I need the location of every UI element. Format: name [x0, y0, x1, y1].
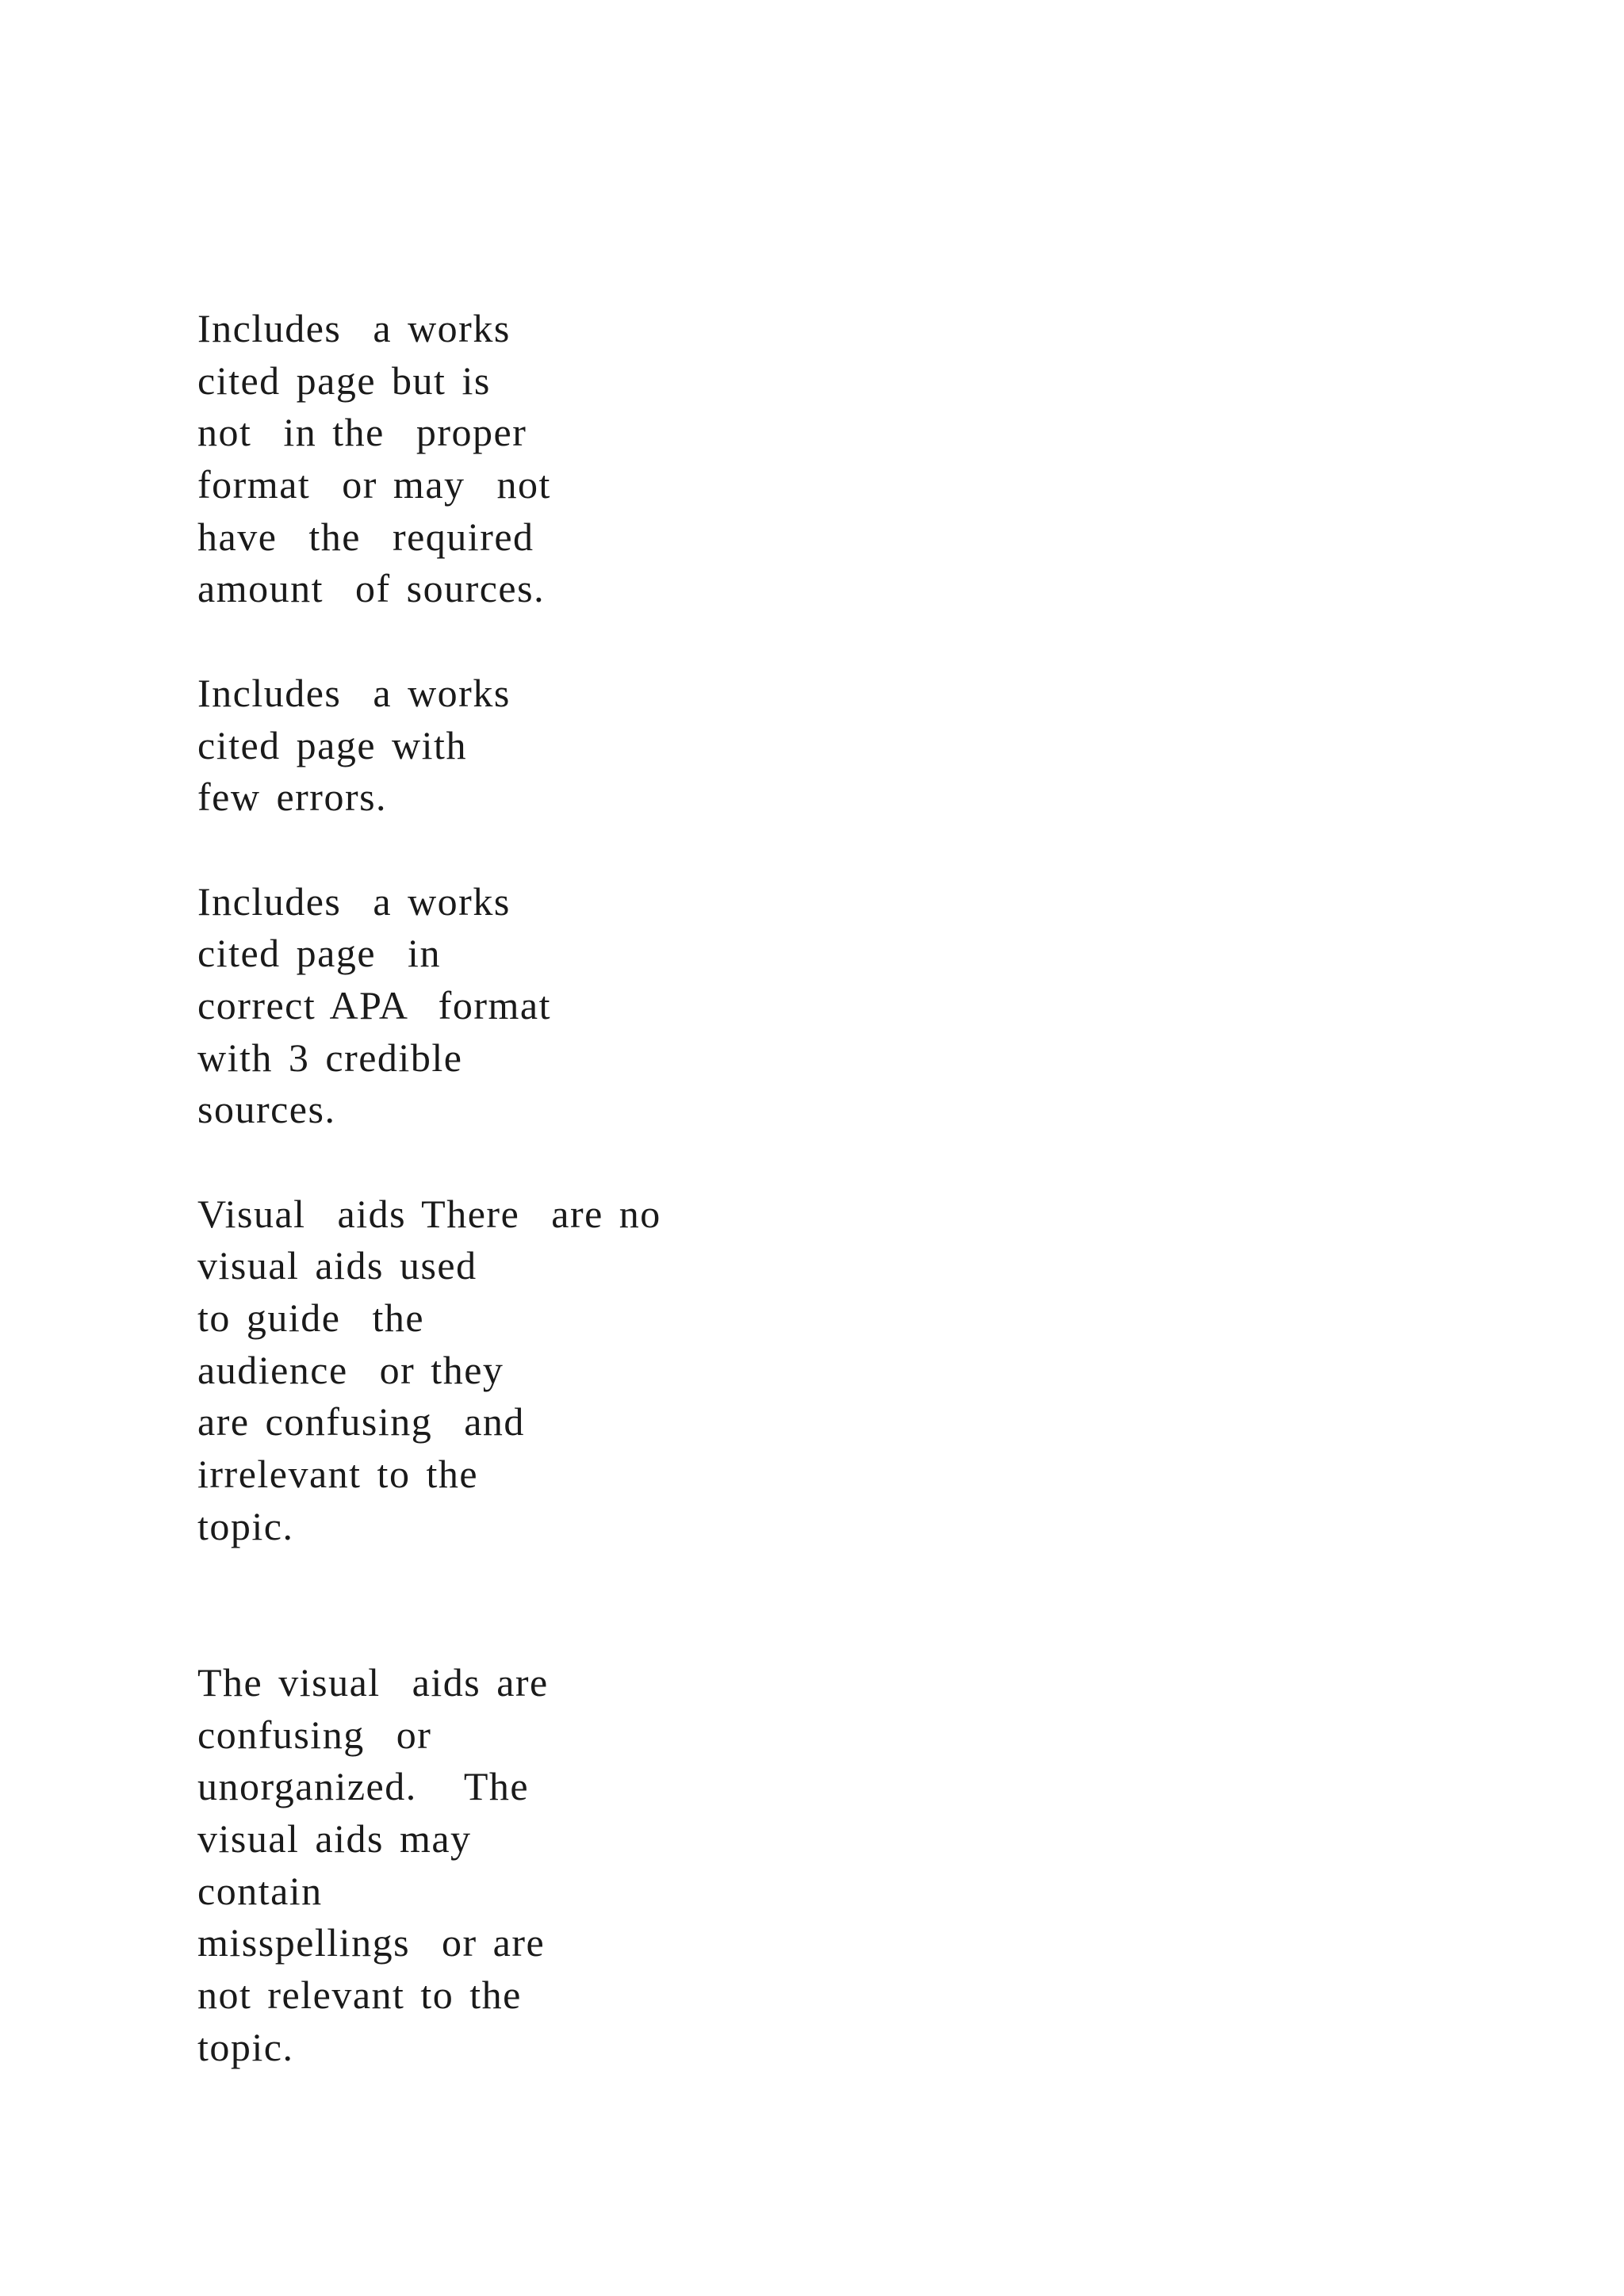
text-line: contain	[197, 1868, 323, 1913]
text-line: Includes a works	[197, 670, 511, 715]
paragraph-spacer	[197, 1553, 1466, 1657]
text-line: visual aids used	[197, 1243, 477, 1288]
text-line: to guide the	[197, 1295, 425, 1341]
paragraph-visual-aids-confusing	[197, 1657, 1466, 2074]
text-line: few errors.	[197, 775, 388, 820]
text-line: cited page with	[197, 722, 467, 767]
paragraph-works-cited-few-errors	[197, 668, 1466, 824]
text-line: topic.	[197, 2024, 294, 2069]
text-line: not relevant to the	[197, 1973, 522, 2018]
text-line: have the required	[197, 514, 534, 559]
text-line: irrelevant to the	[197, 1452, 479, 1497]
text-line: topic.	[197, 1503, 294, 1548]
paragraph-works-cited-improper	[197, 303, 1466, 615]
text-line: not in the proper	[197, 410, 527, 455]
paragraph-spacer	[197, 1136, 1466, 1188]
text-line: correct APA format	[197, 982, 551, 1027]
text-line: format or may not	[197, 462, 551, 507]
paragraph-works-cited-correct	[197, 876, 1466, 1136]
text-line: misspellings or are	[197, 1920, 546, 1965]
text-line: unorganized. The	[197, 1764, 530, 1809]
text-line: with 3 credible	[197, 1035, 463, 1080]
paragraph-spacer	[197, 615, 1466, 668]
text-line: cited page but is	[197, 358, 491, 403]
text-line: The visual aids are	[197, 1659, 549, 1705]
text-line: amount of sources.	[197, 566, 546, 611]
text-line: Includes a works	[197, 878, 511, 924]
text-line: Includes a works	[197, 306, 511, 350]
text-line: sources.	[197, 1087, 336, 1132]
text-line: Visual aids There are no	[197, 1191, 661, 1236]
text-line: confusing or	[197, 1712, 432, 1757]
paragraph-visual-aids-none	[197, 1188, 1466, 1553]
text-line: cited page in	[197, 931, 441, 976]
document-body	[197, 303, 1466, 2073]
text-line: are confusing and	[197, 1399, 525, 1445]
text-line: audience or they	[197, 1347, 504, 1392]
paragraph-spacer	[197, 824, 1466, 876]
text-line: visual aids may	[197, 1816, 472, 1861]
